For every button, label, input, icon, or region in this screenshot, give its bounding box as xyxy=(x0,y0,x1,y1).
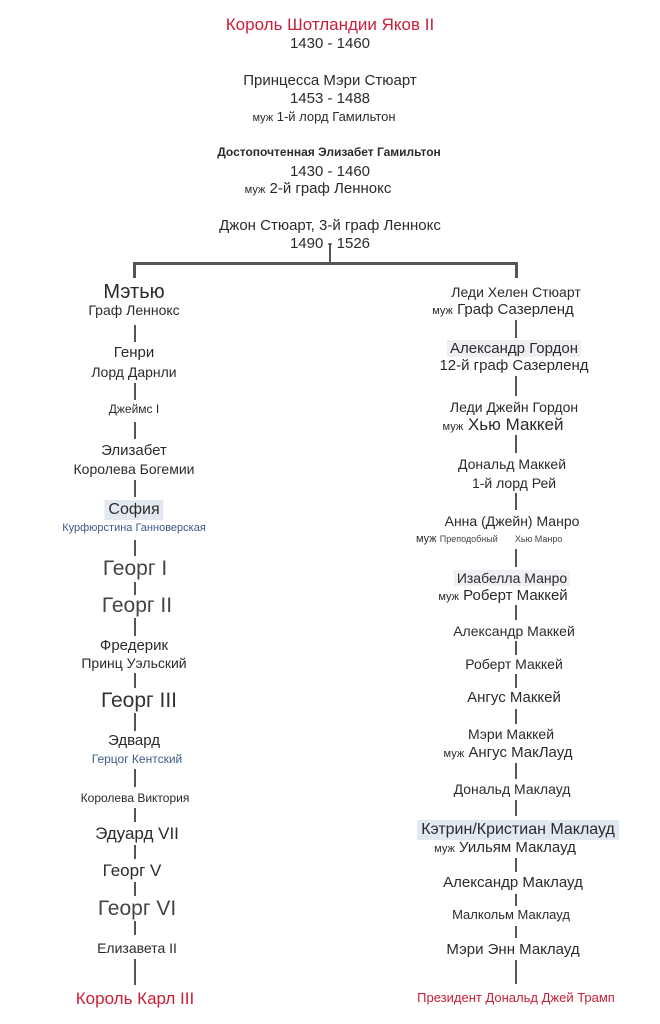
malcolm-macleod: Малкольм Маклауд xyxy=(452,907,570,922)
left-connector xyxy=(134,921,136,935)
elizabeth-years: 1430 - 1460 xyxy=(289,163,371,180)
mary-husband-line xyxy=(252,110,395,124)
edward-title: Герцог Кентский xyxy=(91,752,183,766)
george-vi: Георг VI xyxy=(97,897,177,920)
anna-husband-prefix: Преподобный xyxy=(439,534,498,544)
husband-label: муж xyxy=(442,421,464,433)
husband-label: муж xyxy=(416,533,437,545)
left-connector xyxy=(134,540,136,556)
robert-mackay: Роберт Маккей xyxy=(465,656,563,672)
elizabeth-hamilton: Достопочтенная Элизабет Гамильтон xyxy=(217,145,441,159)
right-connector xyxy=(515,493,517,510)
henry: Генри xyxy=(113,344,155,361)
president-trump: Президент Дональд Джей Трамп xyxy=(417,990,615,1005)
isabella-munro: Изабелла Манро xyxy=(454,570,570,586)
right-branch-drop xyxy=(515,262,518,278)
left-connector xyxy=(134,845,136,859)
elizabeth-bohemia-title: Королева Богемии xyxy=(73,461,195,477)
mary-husband: 1-й лорд Гамильтон xyxy=(276,109,396,124)
left-connector xyxy=(134,673,136,688)
edward-vii: Эдуард VII xyxy=(95,824,179,843)
elizabeth-bohemia: Элизабет xyxy=(101,442,167,459)
right-connector xyxy=(515,800,517,816)
mary-anne-macleod: Мэри Энн Маклауд xyxy=(446,941,580,958)
left-connector xyxy=(134,882,136,896)
right-connector xyxy=(515,320,517,338)
right-connector xyxy=(515,763,517,779)
left-connector xyxy=(134,480,136,497)
right-connector xyxy=(515,435,517,453)
alexander-gordon-title: 12-й граф Сазерленд xyxy=(439,357,589,374)
left-connector xyxy=(134,959,136,985)
alexander-macleod: Александр Маклауд xyxy=(443,874,583,891)
right-connector xyxy=(515,605,517,620)
katrin-husband-line xyxy=(434,840,576,855)
right-connector xyxy=(515,894,517,906)
husband-label: муж xyxy=(434,843,455,855)
george-iii: Георг III xyxy=(100,689,178,712)
husband-label: муж xyxy=(432,305,453,317)
left-connector xyxy=(134,618,136,636)
jane-husband: Хью Маккей xyxy=(467,415,564,434)
right-connector xyxy=(515,926,517,938)
left-connector xyxy=(134,769,136,787)
donald-macleod: Дональд Маклауд xyxy=(453,781,571,797)
donald-mackay: Дональд Маккей xyxy=(457,456,567,472)
mary-mackay-husband-line xyxy=(444,745,573,760)
husband-label: муж xyxy=(252,112,274,124)
alexander-gordon: Александр Гордон xyxy=(447,340,581,357)
katrin-macleod: Кэтрин/Кристиан Маклауд xyxy=(417,820,619,840)
elizabeth-husband-line xyxy=(245,181,392,196)
branch-bar xyxy=(133,262,518,265)
husband-label: муж xyxy=(443,748,465,760)
anna-husband: Хью Манро xyxy=(514,534,563,544)
matthew: Мэтью xyxy=(103,281,165,303)
left-connector xyxy=(134,808,136,822)
alexander-mackay: Александр Маккей xyxy=(453,623,575,639)
henry-title: Лорд Дарнли xyxy=(91,364,177,380)
elizabeth-husband: 2-й граф Леннокс xyxy=(269,180,392,197)
donald-mackay-title: 1-й лорд Рей xyxy=(471,475,557,491)
left-connector xyxy=(134,713,136,731)
right-connector xyxy=(515,376,517,396)
john-years: 1490 - 1526 xyxy=(289,235,371,252)
mary-mackay-husband: Ангус МакЛауд xyxy=(468,744,573,761)
left-branch-drop xyxy=(133,262,136,278)
right-connector xyxy=(515,709,517,724)
queen-victoria: Королева Виктория xyxy=(80,791,190,805)
katrin-husband: Уильям Маклауд xyxy=(459,839,576,856)
right-connector xyxy=(515,674,517,688)
jane-gordon: Леди Джейн Гордон xyxy=(449,399,579,415)
left-connector xyxy=(134,422,136,439)
king-james-ii: Король Шотландии Яков II xyxy=(225,15,435,34)
right-connector xyxy=(515,549,517,567)
george-v: Георг V xyxy=(102,861,162,880)
george-i: Георг I xyxy=(102,557,168,580)
isabella-husband-line xyxy=(438,588,567,603)
right-connector xyxy=(515,960,517,984)
james-i: Джеймс I xyxy=(108,402,160,416)
right-connector xyxy=(515,641,517,655)
angus-mackay: Ангус Маккей xyxy=(467,689,561,706)
anna-husband-line xyxy=(416,534,562,545)
helen-husband-line xyxy=(432,302,574,317)
frederick-title: Принц Уэльский xyxy=(81,655,187,671)
isabella-husband: Роберт Маккей xyxy=(463,587,568,604)
helen-stuart: Леди Хелен Стюарт xyxy=(451,284,581,300)
king-years: 1430 - 1460 xyxy=(289,35,371,52)
sophia: София xyxy=(104,500,163,520)
mary-stuart: Принцесса Мэри Стюарт xyxy=(243,72,417,89)
jane-husband-line xyxy=(443,416,564,433)
mary-years: 1453 - 1488 xyxy=(289,90,371,107)
helen-husband: Граф Сазерленд xyxy=(457,301,574,318)
king-charles-iii: Король Карл III xyxy=(75,989,195,1008)
husband-label: муж xyxy=(438,591,459,603)
husband-label: муж xyxy=(244,184,266,196)
anna-munro: Анна (Джейн) Манро xyxy=(444,513,580,529)
matthew-title: Граф Леннокс xyxy=(88,302,180,318)
left-connector xyxy=(134,383,136,400)
right-connector xyxy=(515,858,517,872)
edward: Эдвард xyxy=(108,732,160,749)
sophia-title: Курфюрстина Ганноверская xyxy=(62,522,206,534)
left-connector xyxy=(134,325,136,342)
elizabeth-ii: Елизавета II xyxy=(97,940,177,956)
john-stuart: Джон Стюарт, 3-й граф Леннокс xyxy=(219,217,441,234)
frederick: Фредерик xyxy=(99,637,169,654)
mary-mackay: Мэри Маккей xyxy=(467,726,555,742)
george-ii: Георг II xyxy=(101,594,173,617)
